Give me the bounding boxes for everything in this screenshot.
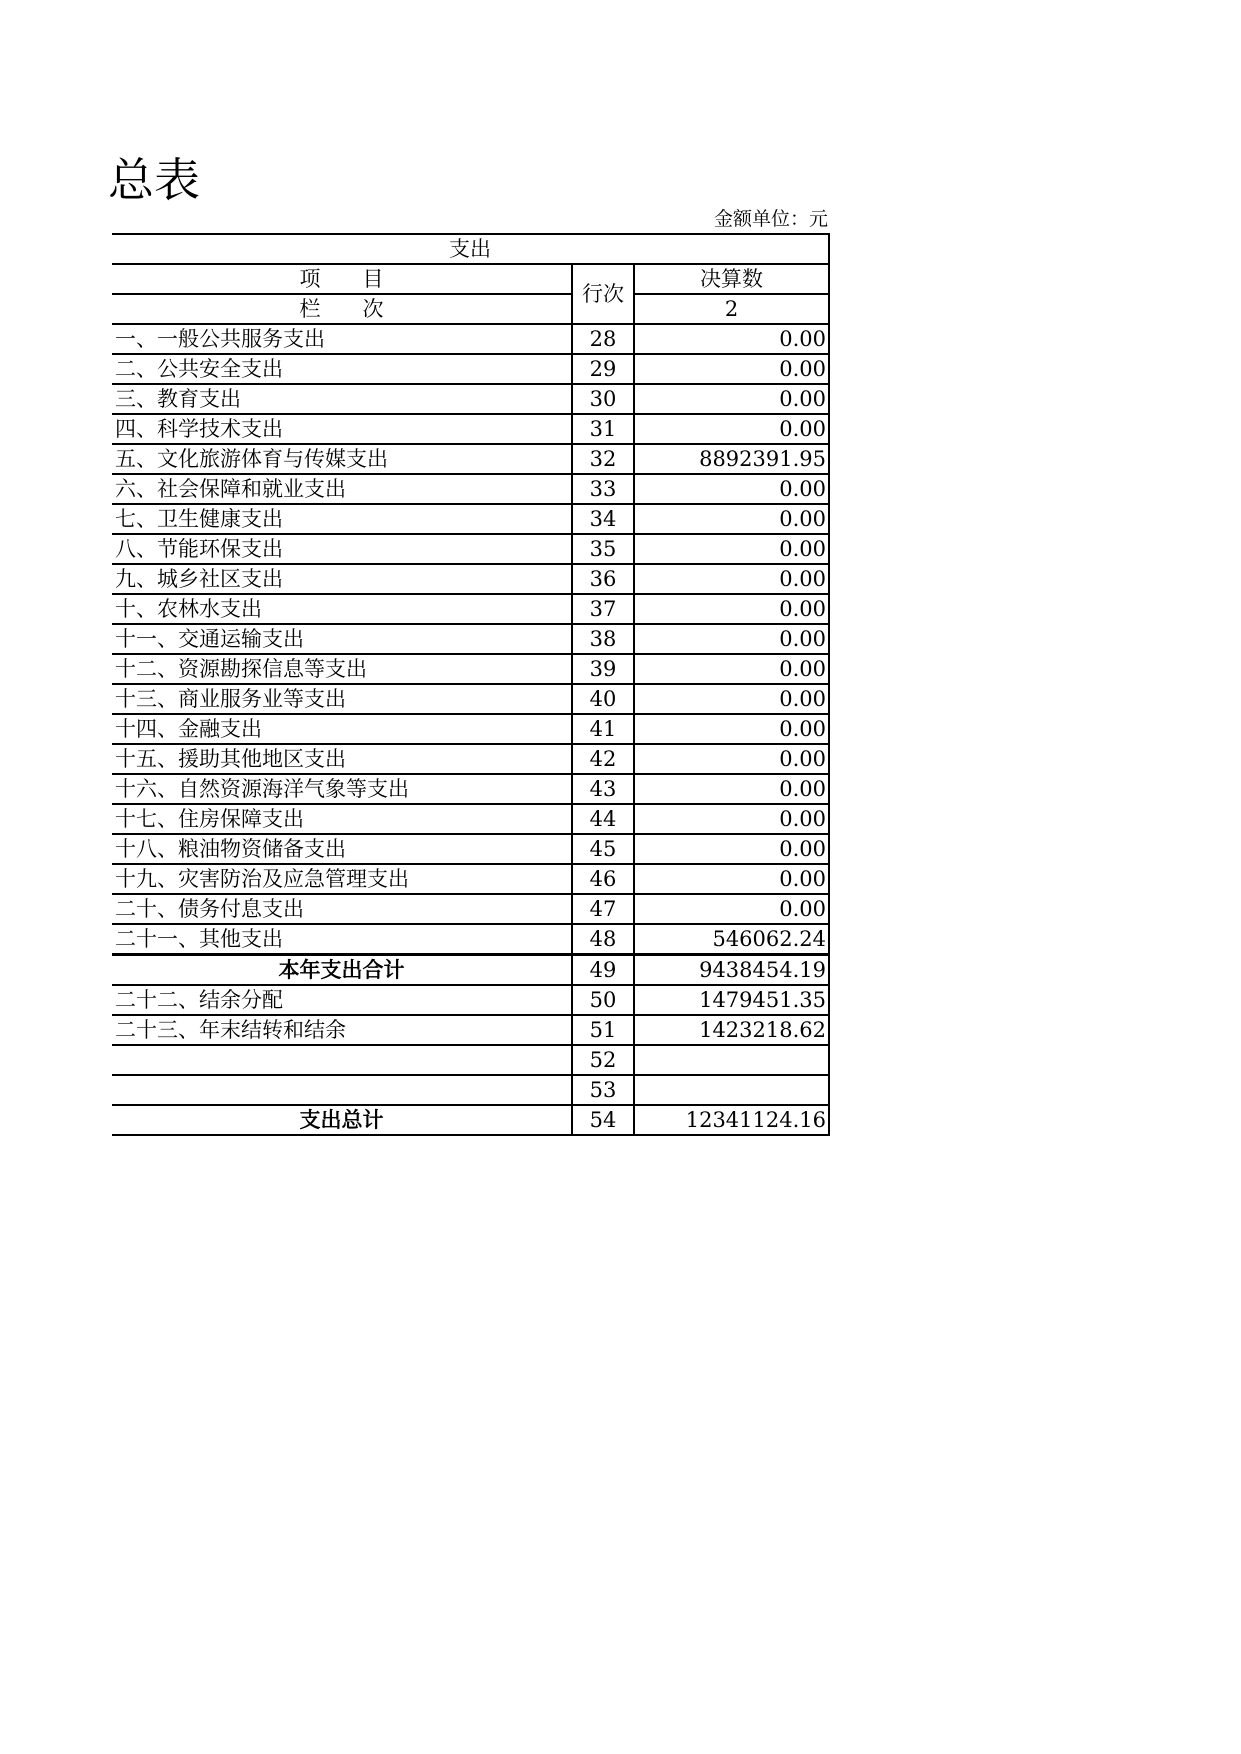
row-amount: 1479451.35 — [634, 985, 829, 1015]
row-name: 七、卫生健康支出 — [112, 504, 572, 534]
row-line: 41 — [572, 714, 634, 744]
row-amount: 0.00 — [634, 834, 829, 864]
row-name: 五、文化旅游体育与传媒支出 — [112, 444, 572, 474]
row-line: 36 — [572, 564, 634, 594]
table-row — [112, 624, 829, 654]
row-line: 31 — [572, 414, 634, 444]
table-row — [112, 1015, 829, 1045]
column-index-label: 栏 次 — [112, 294, 572, 324]
row-amount — [634, 1045, 829, 1075]
table-row — [112, 534, 829, 564]
row-amount: 0.00 — [634, 504, 829, 534]
table-row — [112, 834, 829, 864]
row-name: 二十三、年末结转和结余 — [112, 1015, 572, 1045]
row-line: 29 — [572, 354, 634, 384]
subtotal-label: 本年支出合计 — [112, 955, 572, 986]
amount-index: 2 — [634, 294, 829, 324]
table-row — [112, 654, 829, 684]
table-row — [112, 504, 829, 534]
row-amount: 0.00 — [634, 564, 829, 594]
row-name: 二十一、其他支出 — [112, 924, 572, 955]
row-line: 39 — [572, 654, 634, 684]
table-row — [112, 384, 829, 414]
row-amount: 0.00 — [634, 414, 829, 444]
row-amount: 0.00 — [634, 804, 829, 834]
section-header: 支出 — [112, 234, 829, 264]
table-row — [112, 594, 829, 624]
table-row — [112, 324, 829, 354]
row-line: 40 — [572, 684, 634, 714]
row-name — [112, 1045, 572, 1075]
row-name: 十二、资源勘探信息等支出 — [112, 654, 572, 684]
row-amount: 0.00 — [634, 474, 829, 504]
row-line: 50 — [572, 985, 634, 1015]
table-row — [112, 774, 829, 804]
row-name: 二十二、结余分配 — [112, 985, 572, 1015]
row-amount: 8892391.95 — [634, 444, 829, 474]
row-amount: 0.00 — [634, 384, 829, 414]
row-line: 37 — [572, 594, 634, 624]
row-line: 54 — [572, 1105, 634, 1135]
row-name: 一、一般公共服务支出 — [112, 324, 572, 354]
row-line: 28 — [572, 324, 634, 354]
row-name: 二、公共安全支出 — [112, 354, 572, 384]
row-amount: 0.00 — [634, 594, 829, 624]
row-amount: 0.00 — [634, 654, 829, 684]
row-line: 51 — [572, 1015, 634, 1045]
table-row — [112, 474, 829, 504]
row-name: 九、城乡社区支出 — [112, 564, 572, 594]
row-line: 38 — [572, 624, 634, 654]
row-line: 30 — [572, 384, 634, 414]
row-name: 四、科学技术支出 — [112, 414, 572, 444]
row-line: 34 — [572, 504, 634, 534]
row-name: 十九、灾害防治及应急管理支出 — [112, 864, 572, 894]
table-row — [112, 894, 829, 924]
row-amount — [634, 1075, 829, 1105]
row-line: 35 — [572, 534, 634, 564]
row-line: 46 — [572, 864, 634, 894]
row-name — [112, 1075, 572, 1105]
row-amount: 0.00 — [634, 714, 829, 744]
table-row — [112, 414, 829, 444]
row-amount: 1423218.62 — [634, 1015, 829, 1045]
table-row — [112, 1045, 829, 1075]
amount-unit-label: 金额单位：元 — [713, 208, 828, 230]
row-amount: 12341124.16 — [634, 1105, 829, 1135]
table-row — [112, 864, 829, 894]
page-title: 总表 — [108, 153, 200, 207]
row-line: 43 — [572, 774, 634, 804]
row-amount: 9438454.19 — [634, 955, 829, 986]
row-name: 十四、金融支出 — [112, 714, 572, 744]
amount-column-header: 决算数 — [634, 264, 829, 294]
item-column-header: 项 目 — [112, 264, 572, 294]
header-section-row — [112, 234, 829, 264]
subtotal-row — [112, 955, 829, 986]
row-line: 33 — [572, 474, 634, 504]
row-amount: 546062.24 — [634, 924, 829, 955]
row-name: 十三、商业服务业等支出 — [112, 684, 572, 714]
row-line: 45 — [572, 834, 634, 864]
row-line: 42 — [572, 744, 634, 774]
row-line: 32 — [572, 444, 634, 474]
row-amount: 0.00 — [634, 774, 829, 804]
row-line: 52 — [572, 1045, 634, 1075]
total-label: 支出总计 — [112, 1105, 572, 1135]
row-name: 十六、自然资源海洋气象等支出 — [112, 774, 572, 804]
table-row — [112, 354, 829, 384]
row-amount: 0.00 — [634, 534, 829, 564]
table-row — [112, 564, 829, 594]
table-row — [112, 714, 829, 744]
row-amount: 0.00 — [634, 324, 829, 354]
row-name: 三、教育支出 — [112, 384, 572, 414]
table-row — [112, 444, 829, 474]
row-name: 六、社会保障和就业支出 — [112, 474, 572, 504]
row-name: 十、农林水支出 — [112, 594, 572, 624]
row-amount: 0.00 — [634, 624, 829, 654]
row-name: 十一、交通运输支出 — [112, 624, 572, 654]
row-line: 49 — [572, 955, 634, 986]
row-line: 48 — [572, 924, 634, 955]
table-row — [112, 684, 829, 714]
table-row — [112, 1075, 829, 1105]
total-row — [112, 1105, 829, 1135]
header-index-row — [112, 294, 829, 324]
row-amount: 0.00 — [634, 744, 829, 774]
row-name: 十七、住房保障支出 — [112, 804, 572, 834]
table-row — [112, 985, 829, 1015]
row-name: 十八、粮油物资储备支出 — [112, 834, 572, 864]
row-line: 47 — [572, 894, 634, 924]
row-amount: 0.00 — [634, 684, 829, 714]
expenditure-table — [112, 233, 830, 1136]
row-amount: 0.00 — [634, 354, 829, 384]
row-name: 八、节能环保支出 — [112, 534, 572, 564]
table-row — [112, 924, 829, 955]
row-name: 二十、债务付息支出 — [112, 894, 572, 924]
table-row — [112, 804, 829, 834]
row-amount: 0.00 — [634, 864, 829, 894]
table-row — [112, 744, 829, 774]
header-columns-row — [112, 264, 829, 294]
row-amount: 0.00 — [634, 894, 829, 924]
row-line: 53 — [572, 1075, 634, 1105]
row-line: 44 — [572, 804, 634, 834]
line-column-header: 行次 — [572, 264, 634, 324]
row-name: 十五、援助其他地区支出 — [112, 744, 572, 774]
